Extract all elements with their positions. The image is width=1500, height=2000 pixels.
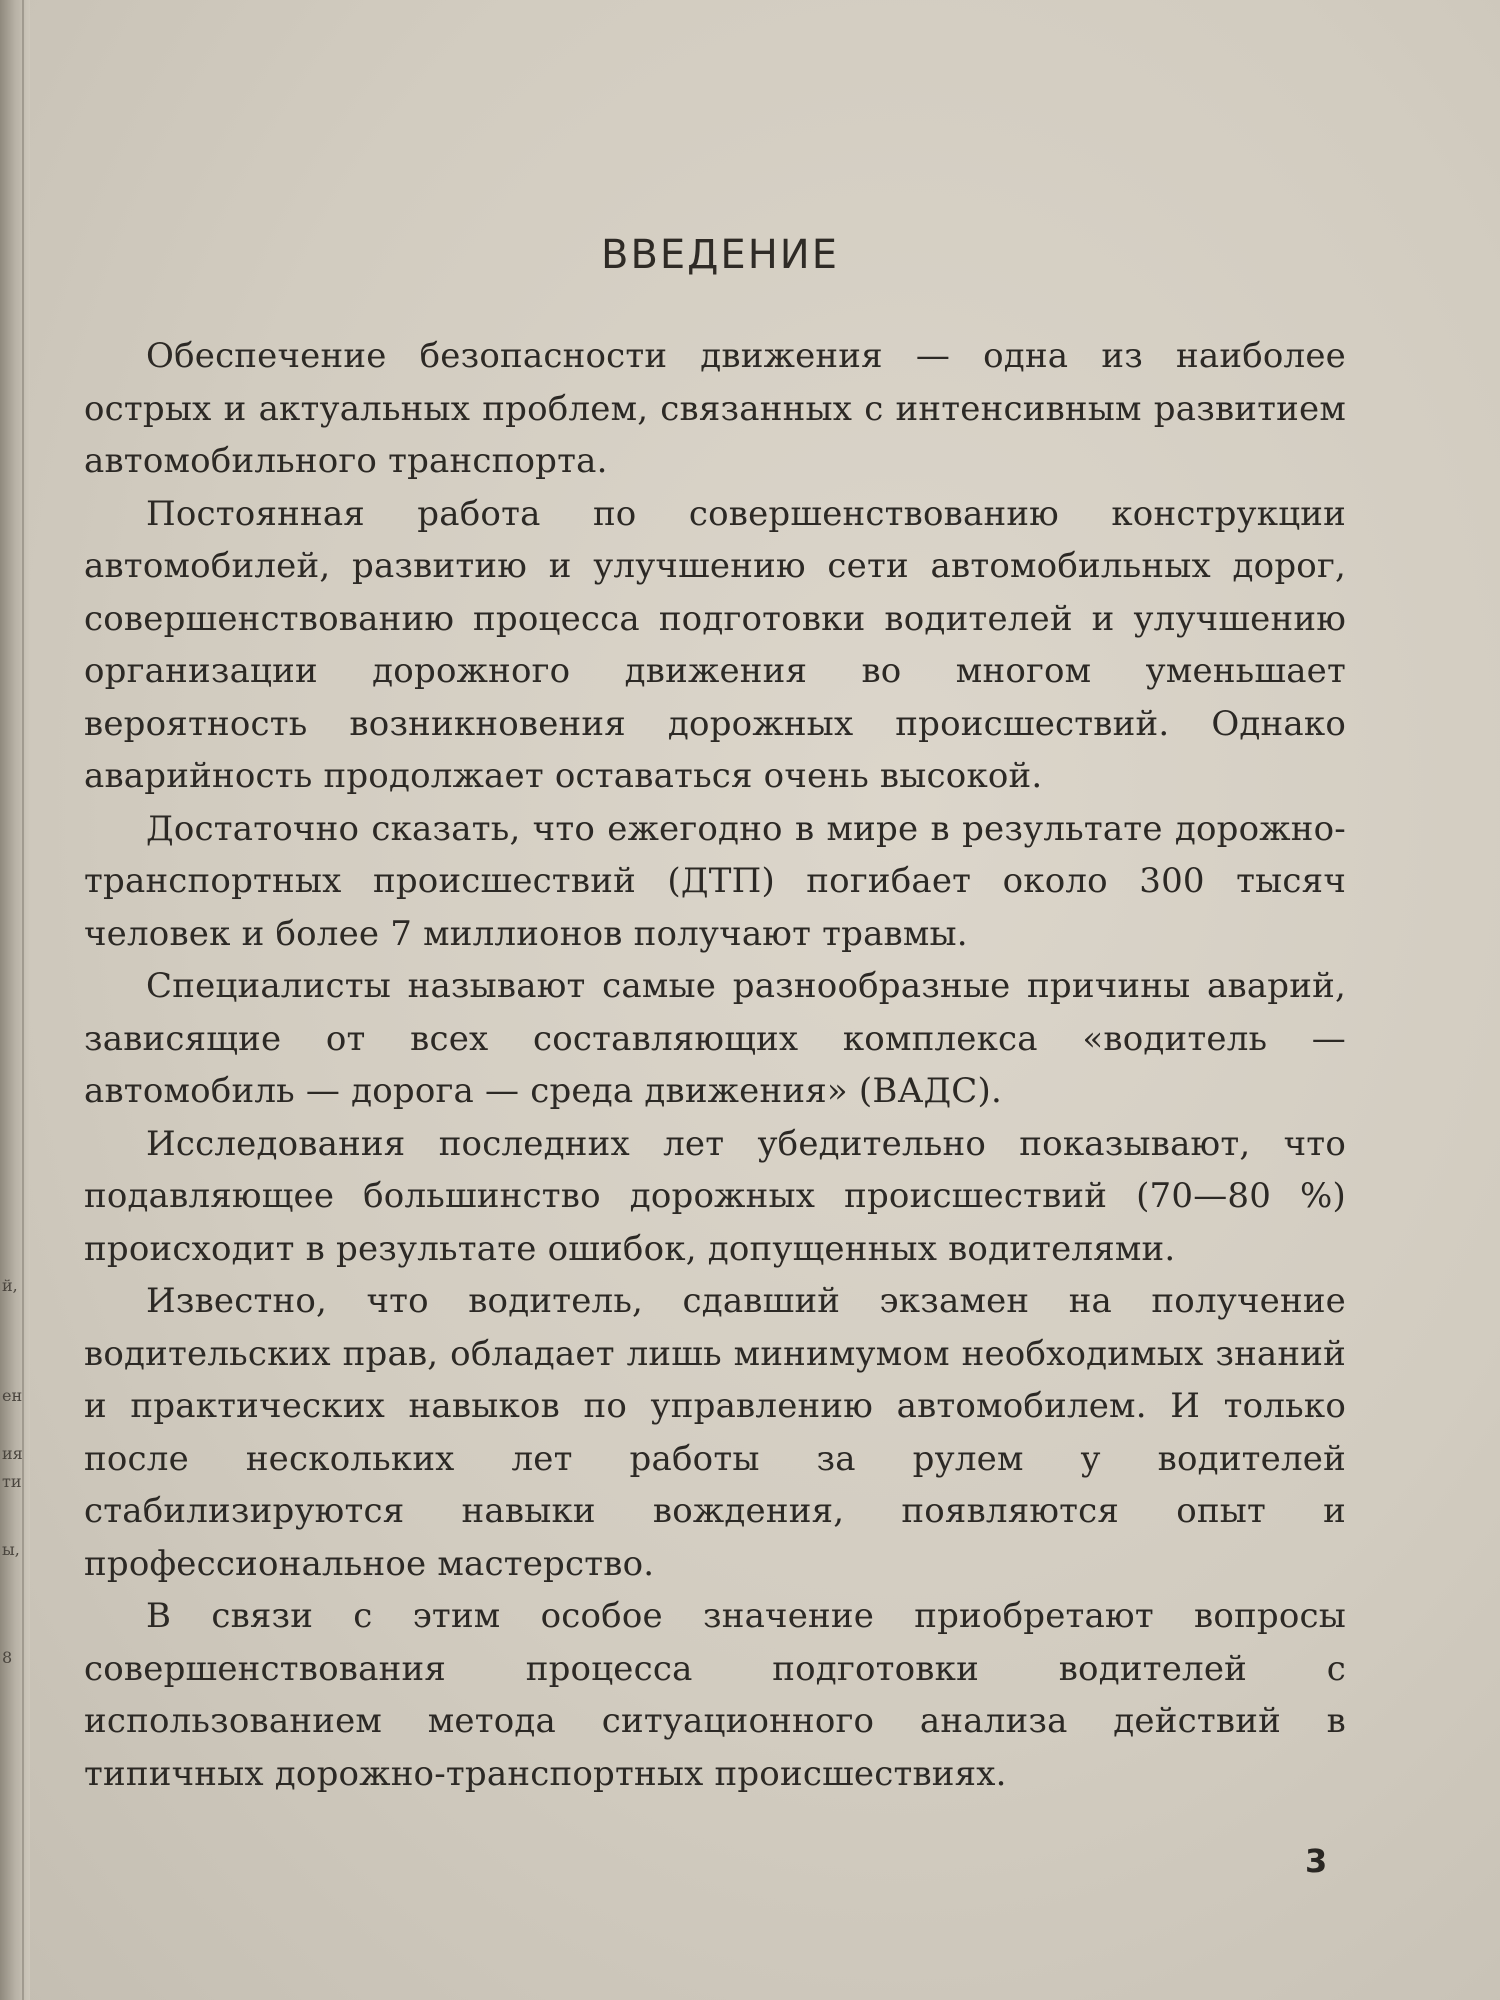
paragraph: В связи с этим особое значение приобретают вопросы совершенствования процесса подготовки водителей с использованием метода ситуационного анализа действий в типичных дорожно-транспортных происшествиях. — [84, 1596, 1346, 1794]
margin-fragment: ти — [2, 1472, 22, 1491]
margin-fragment: 8 — [2, 1648, 13, 1667]
margin-fragment: ия — [2, 1444, 23, 1463]
paragraph: Достаточно сказать, что ежегодно в мире в результате дорожно-транспортных происшествий (ДТП) погибает около 300 тысяч человек и более 7 миллионов получают травмы. — [84, 808, 1346, 954]
page-number: 3 — [1305, 1842, 1328, 1880]
spine-edge — [22, 0, 24, 2000]
margin-fragment: ы, — [2, 1540, 20, 1559]
paragraph: Известно, что водитель, сдавший экзамен на получение водительских прав, обладает лишь минимумом необходимых знаний и практических навыков по управлению автомобилем. И только после нескольких лет работы за рулем у водителей стабилизируются навыки вождения, появляются опыт и профессиональное мастерство. — [84, 1281, 1346, 1584]
body-text — [84, 330, 1346, 1800]
paragraph: Постоянная работа по совершенствованию конструкции автомобилей, развитию и улучшению сети автомобильных дорог, совершенствованию процесса подготовки водителей и улучшению организации дорожного движения во многом уменьшает вероятность возникновения дорожных происшествий. Однако аварийность продолжает оставаться очень высокой. — [84, 493, 1346, 796]
margin-fragment: ен — [2, 1386, 23, 1405]
spine-shadow — [0, 0, 30, 2000]
paragraph: Исследования последних лет убедительно показывают, что подавляющее большинство дорожных происшествий (70—80 %) происходит в результате ошибок, допущенных водителями. — [84, 1123, 1346, 1269]
paragraph: Обеспечение безопасности движения — одна из наиболее острых и актуальных проблем, связанных с интенсивным развитием автомобильного транспорта. — [84, 336, 1346, 481]
paragraph: Специалисты называют самые разнообразные причины аварий, зависящие от всех составляющих комплекса «водитель — автомобиль — дорога — среда движения» (ВАДС). — [84, 966, 1346, 1111]
page-title: ВВЕДЕНИЕ — [601, 232, 839, 278]
margin-fragment: й, — [2, 1276, 18, 1295]
